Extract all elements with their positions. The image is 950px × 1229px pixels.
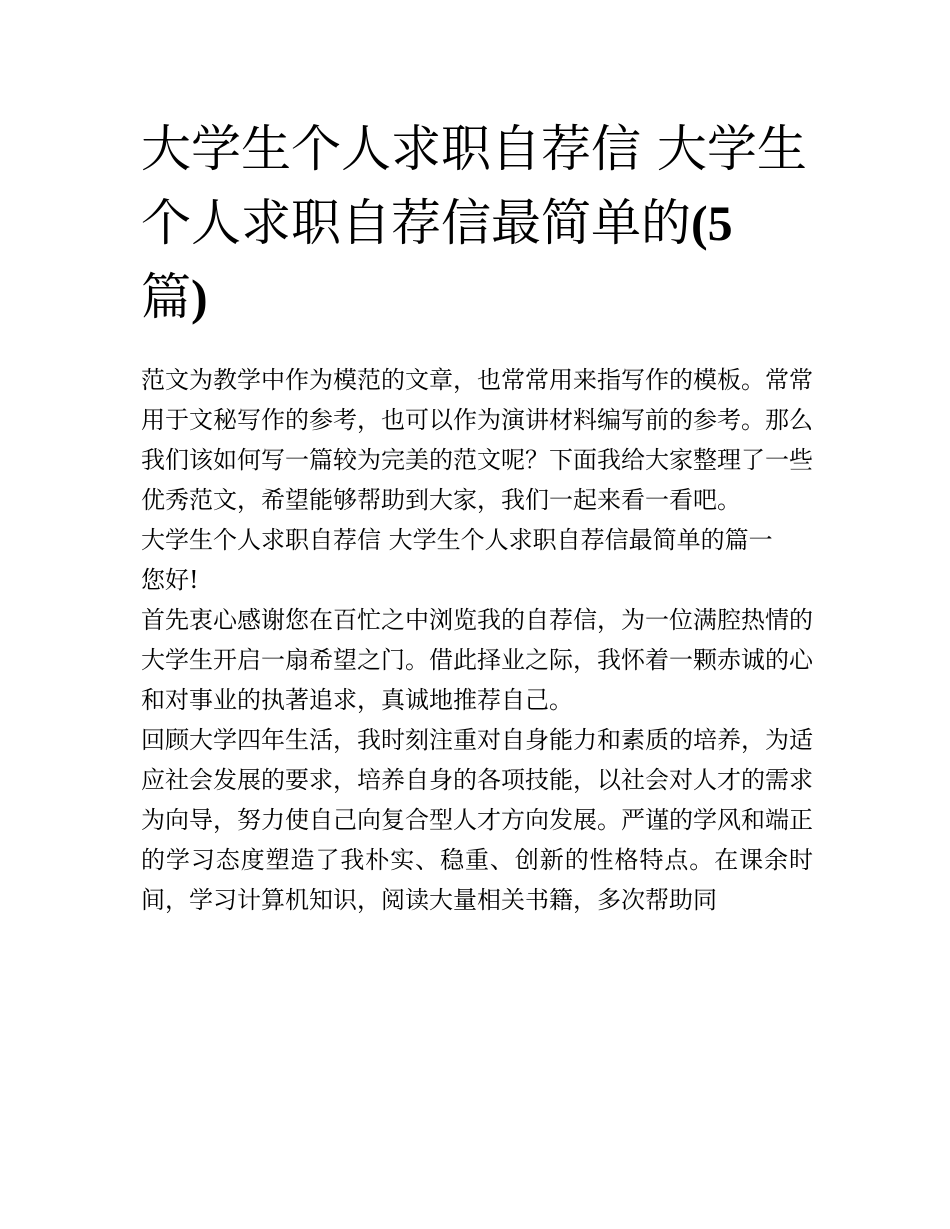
body-paragraph: 首先衷心感谢您在百忙之中浏览我的自荐信，为一位满腔热情的大学生开启一扇希望之门。借此择业之际，我怀着一颗赤诚的心和对事业的执著追求，真诚地推荐自己。 bbox=[141, 606, 813, 714]
section-heading: 大学生个人求职自荐信 大学生个人求职自荐信最简单的篇一 bbox=[141, 526, 773, 554]
document-body bbox=[141, 360, 813, 920]
title-main: 大学生个人求职自荐信 大学生个人求职自荐信最简单的 bbox=[141, 120, 807, 252]
document-title bbox=[141, 112, 813, 334]
body-paragraph: 回顾大学四年生活，我时刻注重对自身能力和素质的培养，为适应社会发展的要求，培养自身的各项技能，以社会对人才的需求为向导，努力使自己向复合型人才方向发展。严谨的学风和端正的学习态度塑造了我朴实、稳重、创新的性格特点。在课余时间，学习计算机知识，阅读大量相关书籍，多次帮助同 bbox=[141, 726, 813, 914]
intro-paragraph: 范文为教学中作为模范的文章，也常常用来指写作的模板。常常用于文秘写作的参考，也可以作为演讲材料编写前的参考。那么我们该如何写一篇较为完美的范文呢？下面我给大家整理了一些优秀范文，希望能够帮助到大家，我们一起来看一看吧。 bbox=[141, 366, 813, 514]
document-page bbox=[141, 112, 813, 920]
title-paren: (5 bbox=[691, 195, 733, 251]
title-end-paren: ) bbox=[191, 269, 208, 325]
title-end-cjk: 篇 bbox=[141, 268, 191, 326]
greeting-paragraph: 您好! bbox=[141, 566, 199, 594]
